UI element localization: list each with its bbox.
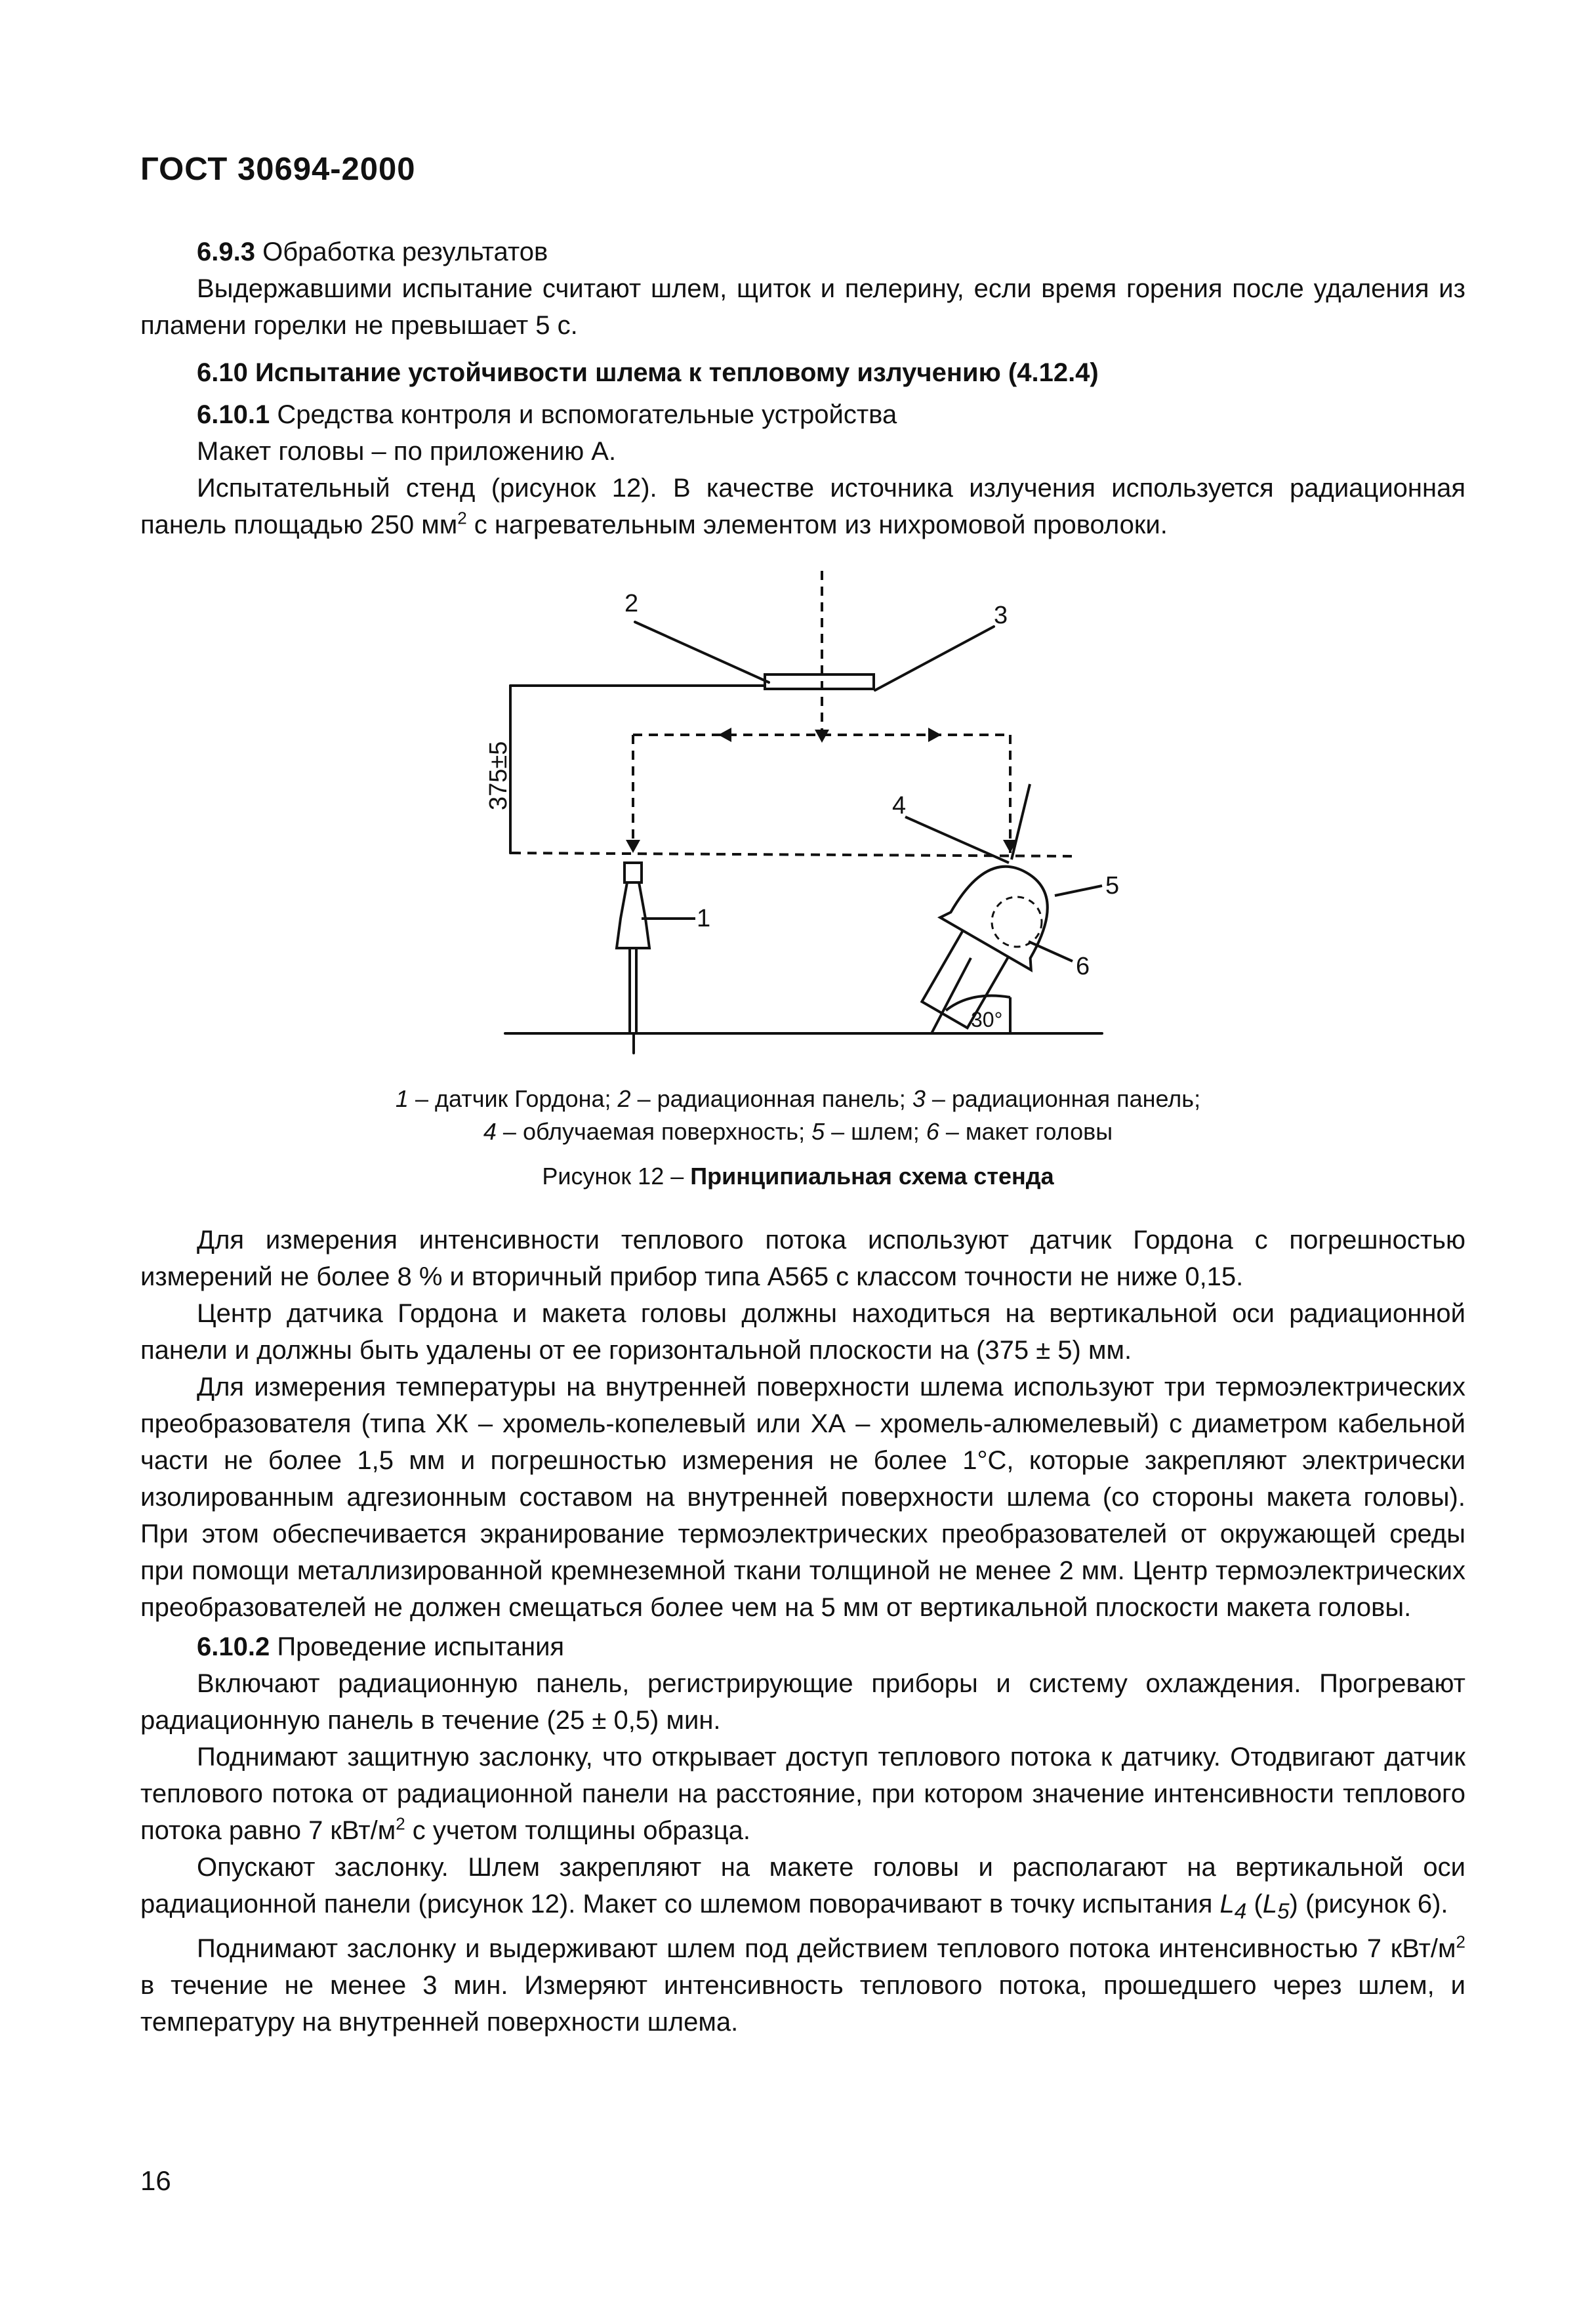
paragraph: Выдержавшими испытание считают шлем, щиток и пелерину, если время горения после удаления из пламени горелки не превышает 5 с. <box>140 274 1465 340</box>
section-title: Обработка результатов <box>255 238 548 266</box>
arrow-right-icon <box>928 728 941 742</box>
label-4: 4 <box>892 792 907 819</box>
label-3: 3 <box>994 602 1008 629</box>
label-1: 1 <box>697 905 711 932</box>
section-number: 6.10.1 <box>197 400 270 429</box>
paragraph: Центр датчика Гордона и макета головы должны находиться на вертикальной оси радиационной панели и должны быть удалены от ее горизонтальной плоскости на (375 ± 5) мм. <box>140 1299 1465 1365</box>
leader-5 <box>1055 886 1102 896</box>
section-heading-6-10: 6.10 Испытание устойчивости шлема к тепловому излучению (4.12.4) <box>197 358 1099 387</box>
radiation-panel <box>765 674 874 689</box>
paragraph: Опускают заслонку. Шлем закрепляют на макете головы и располагают на вертикальной оси радиационной панели (рисунок 12). Макет со шлемом поворачивают в точку испытания $L_4$ $(L_5)$ (рисунок 6). <box>140 1853 1465 1924</box>
page-number: 16 <box>140 2165 171 2196</box>
dimension-label: 375±5 <box>485 741 512 810</box>
legend-line-2: 4 – облучаемая поверхность; 5 – шлем; 6 – макет головы <box>483 1118 1113 1145</box>
section-6-10-1 <box>140 396 1465 543</box>
paragraph: Для измерения интенсивности теплового потока используют датчик Гордона с погрешностью измерений не более 8 % и вторичный прибор типа А565 с классом точности не ниже 0,15. <box>140 1226 1465 1291</box>
surface-line <box>1012 784 1030 860</box>
section-title: Средства контроля и вспомогательные устройства <box>270 400 897 429</box>
label-5: 5 <box>1105 872 1120 900</box>
legend-line-1: 1 – датчик Гордона; 2 – радиационная панель; 3 – радиационная панель; <box>395 1085 1201 1112</box>
section-heading-6-10-2 <box>140 1628 1465 1665</box>
body-text <box>140 1222 1465 2041</box>
leader-3 <box>875 627 994 690</box>
label-6: 6 <box>1076 953 1090 980</box>
arrow-left-icon <box>718 728 731 742</box>
section-number: 6.10.2 <box>197 1632 270 1661</box>
paragraph: Поднимают заслонку и выдерживают шлем под действием теплового потока интенсивностью 7 кВт/$м^2$ в течение не менее 3 мин. Измеряют интенсивность теплового потока, прошедшего через шлем, и температуру на внутренней поверхности шлема. <box>140 1932 1465 2037</box>
paragraph: Испытательный стенд (рисунок 12). В качестве источника излучения используется радиационная панель площадью 250 $мм^2$ с нагревательным элементом из нихромовой проволоки. <box>140 474 1465 539</box>
gordon-sensor <box>617 863 695 1033</box>
test-stand-schematic <box>472 564 1128 1069</box>
paragraph: Поднимают защитную заслонку, что открывает доступ теплового потока к датчику. Отодвигают датчик теплового потока от радиационной панели на расстояние, при котором значение интенсивности теплового потока равно 7 кВт/$м^2$ с учетом толщины образца. <box>140 1743 1465 1845</box>
figure-legend <box>0 1083 1596 1148</box>
section-number: 6.9.3 <box>197 238 255 266</box>
leader-2 <box>635 622 769 682</box>
angle-label: 30° <box>971 1008 1003 1031</box>
paragraph: Включают радиационную панель, регистрирующие приборы и систему охлаждения. Прогревают радиационную панель в течение (25 ± 0,5) мин. <box>140 1669 1465 1735</box>
label-2: 2 <box>624 590 639 617</box>
arrow-down-icon <box>626 840 640 853</box>
document-header: ГОСТ 30694-2000 <box>140 152 416 187</box>
paragraph: Для измерения температуры на внутренней поверхности шлема используют три термоэлектрических преобразователя (типа ХК – хромель-копелевый или ХА – хромель-алюмелевый) с диаметром кабельной части не более 1,5 мм и погрешностью измерения не более 1°С, которые закрепляют электрически изолированным адгезионным составом на внутренней поверхности шлема (со стороны макета головы). При этом обеспечивается экранирование термоэлектрических преобразователей от окружающей среды при помощи металлизированной кремнеземной ткани толщиной не менее 2 мм. Центр термоэлектрических преобразователей не должен смещаться более чем на 5 мм от вертикальной плоскости макета головы. <box>140 1373 1465 1622</box>
section-heading-6-9-3 <box>140 234 1465 270</box>
section-heading-6-10-1 <box>140 396 1465 433</box>
section-6-9-3 <box>140 234 1465 344</box>
figure-caption: Рисунок 12 – Принципиальная схема стенда <box>542 1163 1054 1190</box>
figure-12-diagram <box>472 564 1128 1073</box>
section-title: Проведение испытания <box>270 1632 565 1661</box>
paragraph: Макет головы – по приложению А. <box>197 437 617 466</box>
